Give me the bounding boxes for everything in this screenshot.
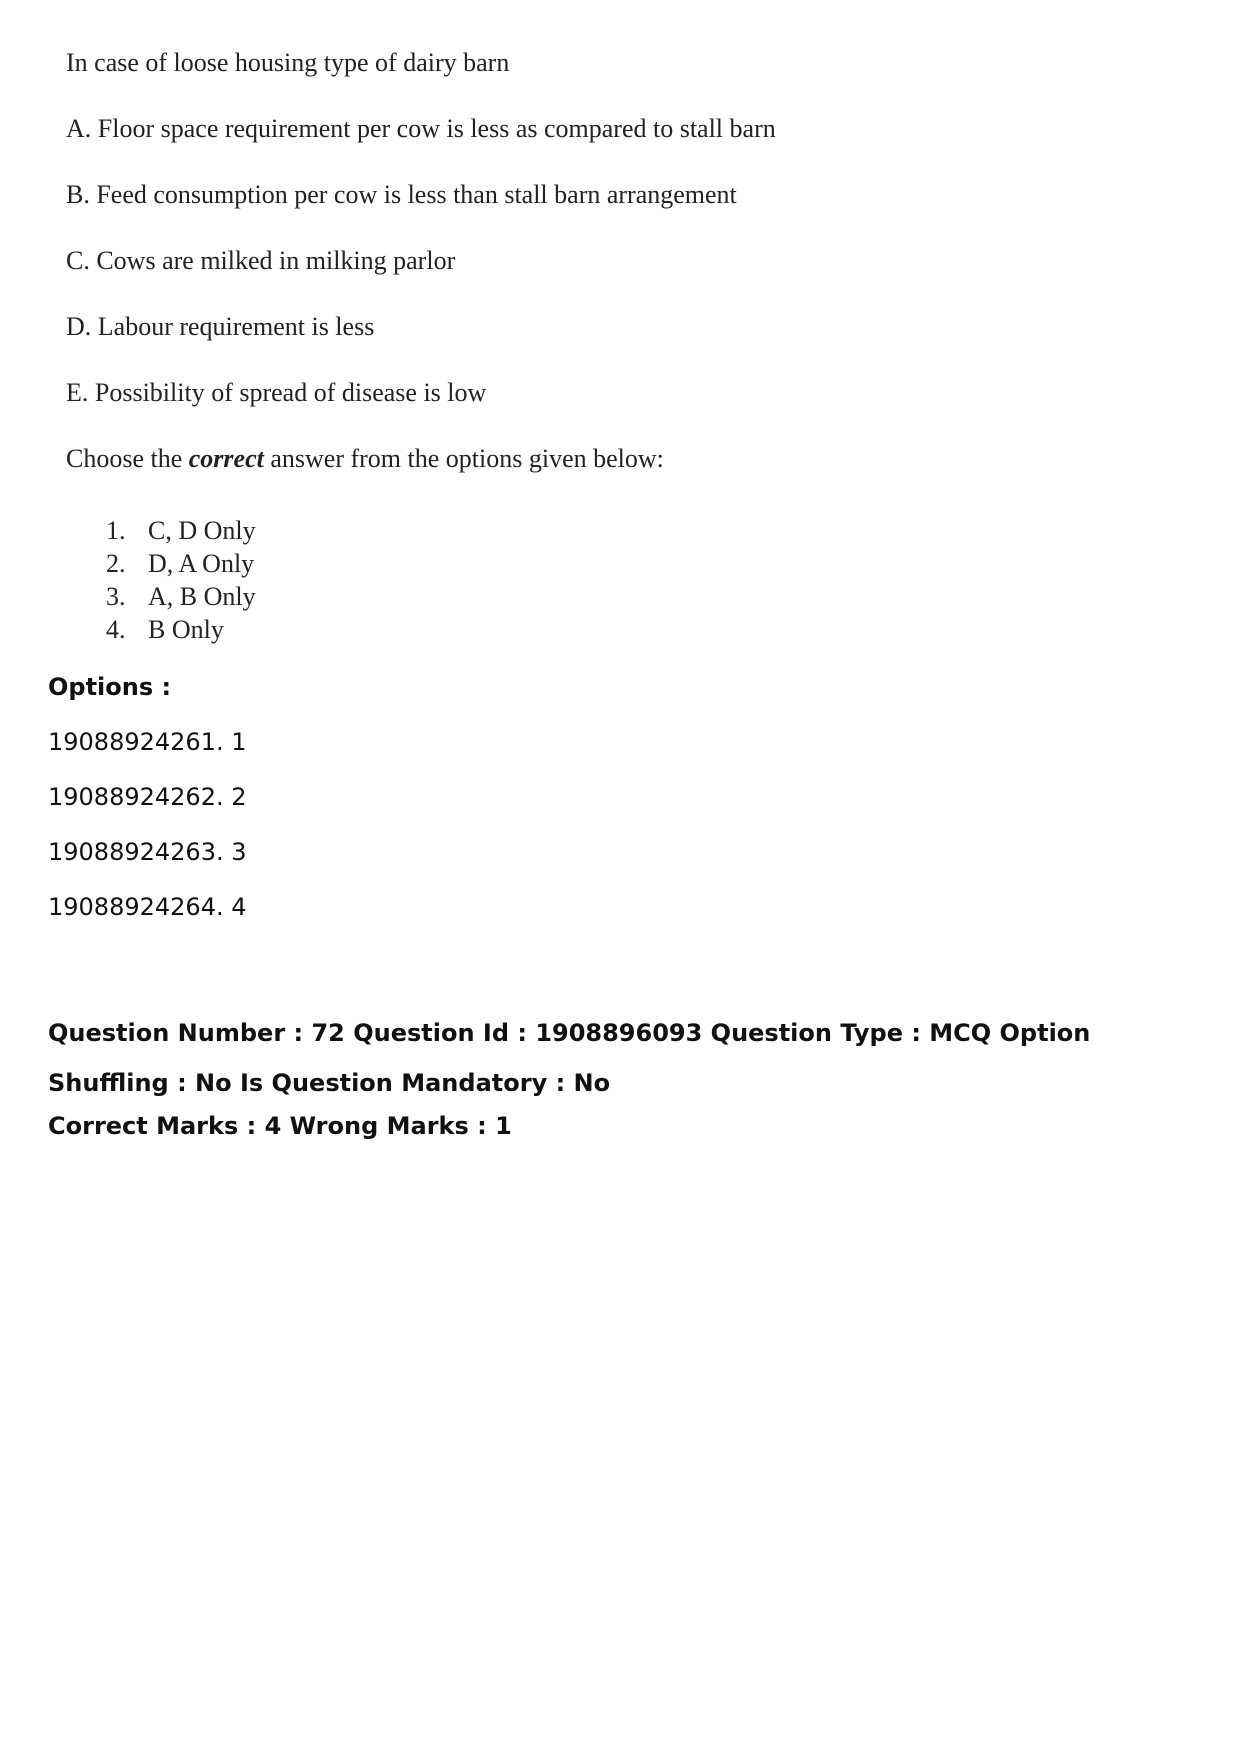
choice-item	[106, 613, 256, 646]
question-image	[50, 32, 870, 652]
statement-d: D. Labour requirement is less	[66, 312, 375, 341]
statement-b: B. Feed consumption per cow is less than stall barn arrangement	[66, 180, 737, 209]
choice-text: B Only	[148, 615, 224, 644]
choice-item	[106, 547, 256, 580]
choice-number: 4.	[106, 615, 126, 644]
option-item-1: 19088924261. 1	[48, 728, 247, 756]
instruction-after: answer from the options given below:	[263, 444, 664, 473]
question-intro: In case of loose housing type of dairy barn	[66, 48, 510, 77]
options-heading: Options :	[48, 673, 172, 701]
choice-number: 2.	[106, 549, 126, 578]
choice-number: 3.	[106, 582, 126, 611]
choice-text: D, A Only	[148, 549, 255, 578]
choice-item	[106, 514, 256, 547]
statement-a: A. Floor space requirement per cow is less as compared to stall barn	[66, 114, 776, 143]
choice-number: 1.	[106, 516, 126, 545]
statement-c: C. Cows are milked in milking parlor	[66, 246, 456, 275]
marks-info: Correct Marks : 4 Wrong Marks : 1	[48, 1112, 512, 1140]
choice-item	[106, 580, 256, 613]
choice-text: A, B Only	[148, 582, 256, 611]
question-instruction	[66, 446, 664, 472]
instruction-before: Choose the	[66, 444, 189, 473]
option-item-3: 19088924263. 3	[48, 838, 247, 866]
instruction-emphasis: correct	[188, 444, 264, 473]
option-item-4: 19088924264. 4	[48, 893, 247, 921]
question-meta: Question Number : 72 Question Id : 1908896093 Question Type : MCQ Option Shuffling : No Is Question Mandatory : No	[48, 1019, 1091, 1097]
choice-list	[106, 514, 256, 646]
option-item-2: 19088924262. 2	[48, 783, 247, 811]
choice-text: C, D Only	[148, 516, 256, 545]
statement-e: E. Possibility of spread of disease is low	[66, 378, 487, 407]
